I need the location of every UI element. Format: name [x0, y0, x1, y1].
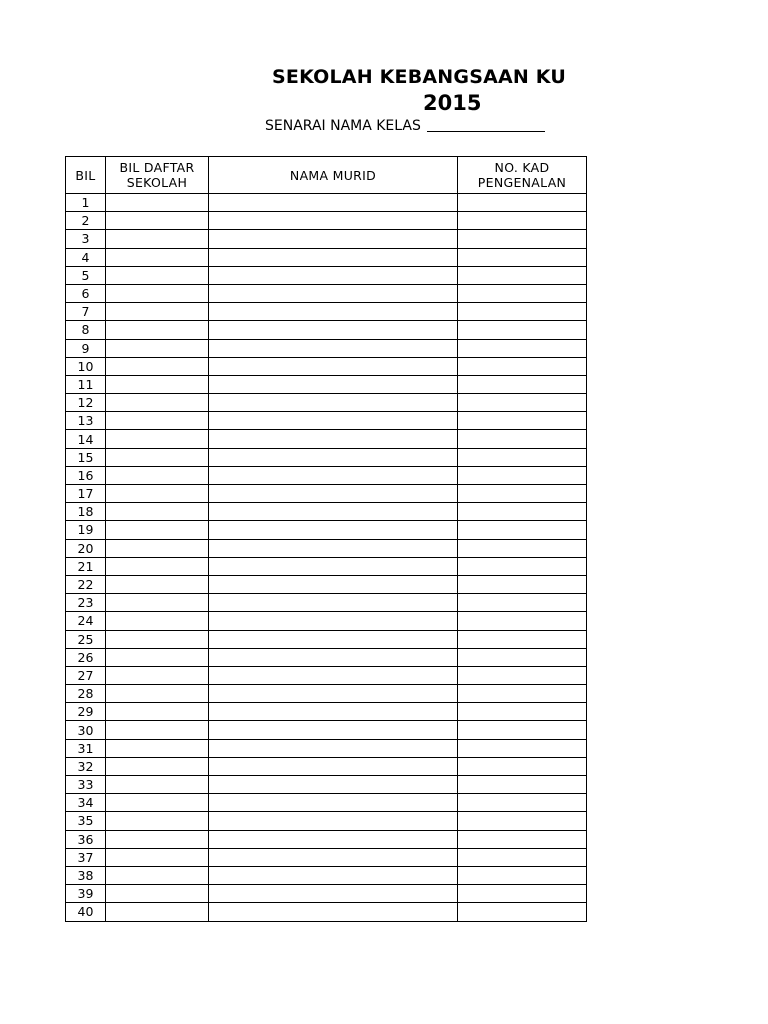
nama-murid-cell[interactable]: [209, 794, 458, 812]
bil-daftar-cell[interactable]: [106, 230, 209, 248]
bil-daftar-cell[interactable]: [106, 430, 209, 448]
row-number: 5: [66, 266, 106, 284]
no-kad-cell[interactable]: [458, 412, 587, 430]
nama-murid-cell[interactable]: [209, 739, 458, 757]
bil-daftar-cell[interactable]: [106, 648, 209, 666]
nama-murid-cell[interactable]: [209, 521, 458, 539]
nama-murid-cell[interactable]: [209, 648, 458, 666]
no-kad-cell[interactable]: [458, 812, 587, 830]
no-kad-cell[interactable]: [458, 466, 587, 484]
nama-murid-cell[interactable]: [209, 303, 458, 321]
no-kad-cell[interactable]: [458, 357, 587, 375]
row-number: 25: [66, 630, 106, 648]
row-number: 40: [66, 903, 106, 921]
nama-murid-cell[interactable]: [209, 466, 458, 484]
no-kad-cell[interactable]: [458, 794, 587, 812]
no-kad-cell[interactable]: [458, 630, 587, 648]
nama-murid-cell[interactable]: [209, 630, 458, 648]
nama-murid-cell[interactable]: [209, 412, 458, 430]
nama-murid-cell[interactable]: [209, 594, 458, 612]
no-kad-cell[interactable]: [458, 248, 587, 266]
row-number: 12: [66, 394, 106, 412]
nama-murid-cell[interactable]: [209, 776, 458, 794]
table-row: [66, 594, 587, 612]
class-name-line: [265, 118, 545, 134]
bil-daftar-cell[interactable]: [106, 212, 209, 230]
table-row: [66, 339, 587, 357]
table-row: [66, 539, 587, 557]
no-kad-cell[interactable]: [458, 284, 587, 302]
row-number: 17: [66, 485, 106, 503]
no-kad-cell[interactable]: [458, 539, 587, 557]
table-row: [66, 266, 587, 284]
row-number: 7: [66, 303, 106, 321]
table-row: [66, 848, 587, 866]
row-number: 6: [66, 284, 106, 302]
no-kad-cell[interactable]: [458, 557, 587, 575]
no-kad-cell[interactable]: [458, 703, 587, 721]
bil-daftar-cell[interactable]: [106, 284, 209, 302]
nama-murid-cell[interactable]: [209, 575, 458, 593]
table-row: [66, 448, 587, 466]
no-kad-cell[interactable]: [458, 448, 587, 466]
nama-murid-cell[interactable]: [209, 194, 458, 212]
bil-daftar-cell[interactable]: [106, 612, 209, 630]
nama-murid-cell[interactable]: [209, 448, 458, 466]
no-kad-cell[interactable]: [458, 885, 587, 903]
bil-daftar-cell[interactable]: [106, 739, 209, 757]
no-kad-cell[interactable]: [458, 903, 587, 921]
nama-murid-cell[interactable]: [209, 830, 458, 848]
table-row: [66, 757, 587, 775]
bil-daftar-cell[interactable]: [106, 812, 209, 830]
table-row: [66, 630, 587, 648]
row-number: 36: [66, 830, 106, 848]
bil-daftar-cell[interactable]: [106, 339, 209, 357]
header-nama-murid: NAMA MURID: [209, 157, 458, 194]
table-row: [66, 721, 587, 739]
table-row: [66, 230, 587, 248]
class-name-label: SENARAI NAMA KELAS: [265, 118, 421, 134]
table-row: [66, 303, 587, 321]
nama-murid-cell[interactable]: [209, 394, 458, 412]
row-number: 2: [66, 212, 106, 230]
bil-daftar-cell[interactable]: [106, 194, 209, 212]
row-number: 26: [66, 648, 106, 666]
row-number: 15: [66, 448, 106, 466]
row-number: 1: [66, 194, 106, 212]
row-number: 3: [66, 230, 106, 248]
row-number: 35: [66, 812, 106, 830]
row-number: 9: [66, 339, 106, 357]
nama-murid-cell[interactable]: [209, 485, 458, 503]
table-row: [66, 321, 587, 339]
no-kad-cell[interactable]: [458, 375, 587, 393]
no-kad-cell[interactable]: [458, 594, 587, 612]
bil-daftar-cell[interactable]: [106, 303, 209, 321]
nama-murid-cell[interactable]: [209, 866, 458, 884]
nama-murid-cell[interactable]: [209, 266, 458, 284]
table-row: [66, 412, 587, 430]
table-row: [66, 503, 587, 521]
nama-murid-cell[interactable]: [209, 666, 458, 684]
row-number: 13: [66, 412, 106, 430]
nama-murid-cell[interactable]: [209, 230, 458, 248]
row-number: 10: [66, 357, 106, 375]
bil-daftar-cell[interactable]: [106, 830, 209, 848]
row-number: 28: [66, 685, 106, 703]
row-number: 30: [66, 721, 106, 739]
header-no-kad: [458, 157, 587, 194]
table-row: [66, 739, 587, 757]
row-number: 27: [66, 666, 106, 684]
table-row: [66, 885, 587, 903]
no-kad-cell[interactable]: [458, 521, 587, 539]
row-number: 23: [66, 594, 106, 612]
no-kad-cell[interactable]: [458, 648, 587, 666]
class-name-blank[interactable]: [427, 117, 545, 132]
year-title: 2015: [423, 91, 482, 115]
bil-daftar-cell[interactable]: [106, 866, 209, 884]
table-row: [66, 557, 587, 575]
bil-daftar-cell[interactable]: [106, 266, 209, 284]
nama-murid-cell[interactable]: [209, 903, 458, 921]
nama-murid-cell[interactable]: [209, 321, 458, 339]
bil-daftar-cell[interactable]: [106, 321, 209, 339]
bil-daftar-cell[interactable]: [106, 594, 209, 612]
no-kad-cell[interactable]: [458, 666, 587, 684]
row-number: 4: [66, 248, 106, 266]
row-number: 24: [66, 612, 106, 630]
nama-murid-cell[interactable]: [209, 557, 458, 575]
no-kad-cell[interactable]: [458, 739, 587, 757]
no-kad-cell[interactable]: [458, 721, 587, 739]
row-number: 29: [66, 703, 106, 721]
table-row: [66, 685, 587, 703]
table-row: [66, 248, 587, 266]
table-row: [66, 394, 587, 412]
bil-daftar-cell[interactable]: [106, 521, 209, 539]
bil-daftar-cell[interactable]: [106, 557, 209, 575]
table-row: [66, 375, 587, 393]
table-body: [66, 194, 587, 922]
no-kad-cell[interactable]: [458, 757, 587, 775]
no-kad-cell[interactable]: [458, 575, 587, 593]
bil-daftar-cell[interactable]: [106, 248, 209, 266]
table-row: [66, 903, 587, 921]
bil-daftar-cell[interactable]: [106, 903, 209, 921]
row-number: 39: [66, 885, 106, 903]
table-row: [66, 612, 587, 630]
bil-daftar-cell[interactable]: [106, 375, 209, 393]
table-row: [66, 430, 587, 448]
bil-daftar-cell[interactable]: [106, 721, 209, 739]
row-number: 16: [66, 466, 106, 484]
bil-daftar-cell[interactable]: [106, 848, 209, 866]
bil-daftar-cell[interactable]: [106, 394, 209, 412]
bil-daftar-cell[interactable]: [106, 794, 209, 812]
bil-daftar-cell[interactable]: [106, 630, 209, 648]
no-kad-cell[interactable]: [458, 503, 587, 521]
nama-murid-cell[interactable]: [209, 685, 458, 703]
row-number: 38: [66, 866, 106, 884]
table-row: [66, 666, 587, 684]
table-row: [66, 575, 587, 593]
student-register-table: [65, 156, 587, 922]
row-number: 22: [66, 575, 106, 593]
no-kad-cell[interactable]: [458, 194, 587, 212]
nama-murid-cell[interactable]: [209, 212, 458, 230]
bil-daftar-cell[interactable]: [106, 703, 209, 721]
nama-murid-cell[interactable]: [209, 284, 458, 302]
nama-murid-cell[interactable]: [209, 539, 458, 557]
row-number: 11: [66, 375, 106, 393]
bil-daftar-cell[interactable]: [106, 885, 209, 903]
bil-daftar-cell[interactable]: [106, 575, 209, 593]
nama-murid-cell[interactable]: [209, 812, 458, 830]
header-bil-daftar: [106, 157, 209, 194]
table-row: [66, 194, 587, 212]
table-row: [66, 521, 587, 539]
no-kad-cell[interactable]: [458, 266, 587, 284]
nama-murid-cell[interactable]: [209, 375, 458, 393]
no-kad-cell[interactable]: [458, 303, 587, 321]
table-row: [66, 212, 587, 230]
table-row: [66, 485, 587, 503]
row-number: 32: [66, 757, 106, 775]
no-kad-cell[interactable]: [458, 394, 587, 412]
bil-daftar-cell[interactable]: [106, 412, 209, 430]
nama-murid-cell[interactable]: [209, 703, 458, 721]
row-number: 20: [66, 539, 106, 557]
bil-daftar-cell[interactable]: [106, 503, 209, 521]
no-kad-cell[interactable]: [458, 212, 587, 230]
no-kad-cell[interactable]: [458, 830, 587, 848]
table-row: [66, 776, 587, 794]
row-number: 18: [66, 503, 106, 521]
table-row: [66, 830, 587, 848]
no-kad-cell[interactable]: [458, 685, 587, 703]
row-number: 34: [66, 794, 106, 812]
nama-murid-cell[interactable]: [209, 848, 458, 866]
row-number: 37: [66, 848, 106, 866]
table-row: [66, 648, 587, 666]
nama-murid-cell[interactable]: [209, 339, 458, 357]
table-row: [66, 466, 587, 484]
no-kad-cell[interactable]: [458, 339, 587, 357]
row-number: 31: [66, 739, 106, 757]
nama-murid-cell[interactable]: [209, 757, 458, 775]
no-kad-cell[interactable]: [458, 848, 587, 866]
school-name-title: SEKOLAH KEBANGSAAN KU: [272, 66, 567, 88]
no-kad-cell[interactable]: [458, 866, 587, 884]
no-kad-cell[interactable]: [458, 321, 587, 339]
row-number: 14: [66, 430, 106, 448]
row-number: 21: [66, 557, 106, 575]
table-row: [66, 866, 587, 884]
bil-daftar-cell[interactable]: [106, 666, 209, 684]
bil-daftar-cell[interactable]: [106, 357, 209, 375]
header-bil: BIL: [66, 157, 106, 194]
no-kad-cell[interactable]: [458, 485, 587, 503]
no-kad-cell[interactable]: [458, 612, 587, 630]
table-row: [66, 357, 587, 375]
table-row: [66, 812, 587, 830]
nama-murid-cell[interactable]: [209, 612, 458, 630]
table-header-row: [66, 157, 587, 194]
nama-murid-cell[interactable]: [209, 357, 458, 375]
table-row: [66, 703, 587, 721]
no-kad-cell[interactable]: [458, 230, 587, 248]
header-no-kad-text: NO. KAD PENGENALAN: [477, 160, 567, 190]
table-row: [66, 284, 587, 302]
no-kad-cell[interactable]: [458, 776, 587, 794]
bil-daftar-cell[interactable]: [106, 485, 209, 503]
nama-murid-cell[interactable]: [209, 430, 458, 448]
header-bil-daftar-text: BIL DAFTAR SEKOLAH: [119, 160, 195, 190]
nama-murid-cell[interactable]: [209, 885, 458, 903]
row-number: 19: [66, 521, 106, 539]
row-number: 8: [66, 321, 106, 339]
nama-murid-cell[interactable]: [209, 721, 458, 739]
bil-daftar-cell[interactable]: [106, 466, 209, 484]
bil-daftar-cell[interactable]: [106, 448, 209, 466]
bil-daftar-cell[interactable]: [106, 757, 209, 775]
table-row: [66, 794, 587, 812]
row-number: 33: [66, 776, 106, 794]
nama-murid-cell[interactable]: [209, 503, 458, 521]
bil-daftar-cell[interactable]: [106, 539, 209, 557]
bil-daftar-cell[interactable]: [106, 685, 209, 703]
no-kad-cell[interactable]: [458, 430, 587, 448]
nama-murid-cell[interactable]: [209, 248, 458, 266]
bil-daftar-cell[interactable]: [106, 776, 209, 794]
